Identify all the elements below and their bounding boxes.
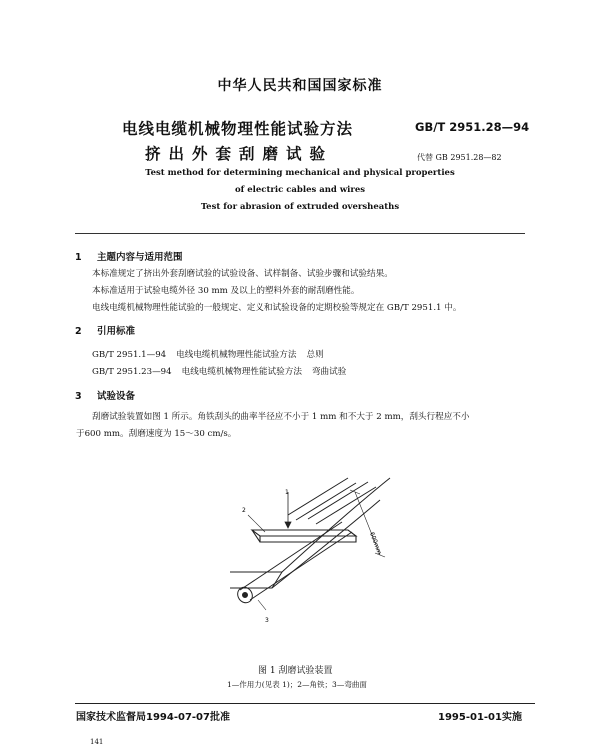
section-1-para-1: 本标准规定了挤出外套刮磨试验的试验设备、试样制备、试验步骤和试验结果。 (92, 269, 393, 279)
figure-label-2: 2 (242, 507, 246, 514)
implementation-date: 1995-01-01实施 (438, 712, 522, 723)
footer-divider (75, 703, 535, 704)
document-subtitle: 挤出外套刮磨试验 (145, 145, 334, 163)
figure-legend: 1—作用力(见表 1)；2—角铁；3—弯曲面 (227, 680, 367, 689)
standard-number: GB/T 2951.28—94 (415, 120, 530, 134)
page-number: 141 (90, 738, 104, 746)
section-1-para-2: 本标准适用于试验电缆外径 30 mm 及以上的塑料外套的耐刮磨性能。 (92, 286, 360, 296)
reference-2 (92, 365, 356, 377)
section-3-number: 3 (75, 391, 82, 402)
section-3-line-1: 刮磨试验装置如图 1 所示。角铁刮头的曲率半径应不小于 1 mm 和不大于 2 mm，刮头行程应不小 (92, 412, 470, 422)
figure-caption: 图 1 刮磨试验装置 (258, 666, 333, 676)
replaces-standard: 代替 GB 2951.28—82 (417, 153, 502, 162)
section-1-title: 主题内容与适用范围 (97, 252, 183, 263)
reference-2-name: 电线电缆机械物理性能试验方法 (181, 367, 302, 377)
country-standard-heading: 中华人民共和国国家标准 (217, 78, 383, 94)
dimension-label: 600mm (368, 531, 383, 556)
document-title: 电线电缆机械物理性能试验方法 (122, 120, 354, 138)
figure-label-1: 1 (285, 489, 289, 496)
english-title-line-2: of electric cables and wires (234, 185, 366, 195)
figure-label-3: 3 (265, 617, 269, 624)
approval-date: 国家技术监督局1994-07-07批准 (76, 712, 230, 723)
reference-2-code: GB/T 2951.23—94 (92, 367, 172, 377)
force-arrow (285, 492, 291, 528)
section-1-para-3: 电线电缆机械物理性能试验的一般规定、定义和试验设备的定期校验等规定在 GB/T 2951.1 中。 (92, 303, 462, 313)
reference-2-part: 弯曲试验 (311, 367, 347, 377)
reference-1-name: 电线电缆机械物理性能试验方法 (176, 350, 297, 360)
section-2-number: 2 (75, 326, 82, 337)
section-1-heading (75, 249, 183, 263)
reference-1-part: 总则 (306, 350, 324, 360)
section-3-title: 试验设备 (97, 391, 136, 402)
english-title-line-3: Test for abrasion of extruded oversheaths (200, 202, 400, 212)
section-2-heading (75, 323, 135, 337)
section-3-heading (75, 388, 135, 402)
english-title-line-1: Test method for determining mechanical and physical properties (145, 168, 455, 178)
header-divider (75, 233, 525, 234)
section-2-title: 引用标准 (97, 326, 136, 337)
reference-1-code: GB/T 2951.1—94 (92, 350, 167, 360)
section-3-line-2: 于600 mm。刮磨速度为 15～30 cm/s。 (76, 429, 237, 439)
section-1-number: 1 (75, 252, 82, 263)
upper-rail-3 (308, 482, 368, 519)
reference-1 (92, 348, 334, 360)
abrasion-apparatus-figure (230, 470, 400, 630)
